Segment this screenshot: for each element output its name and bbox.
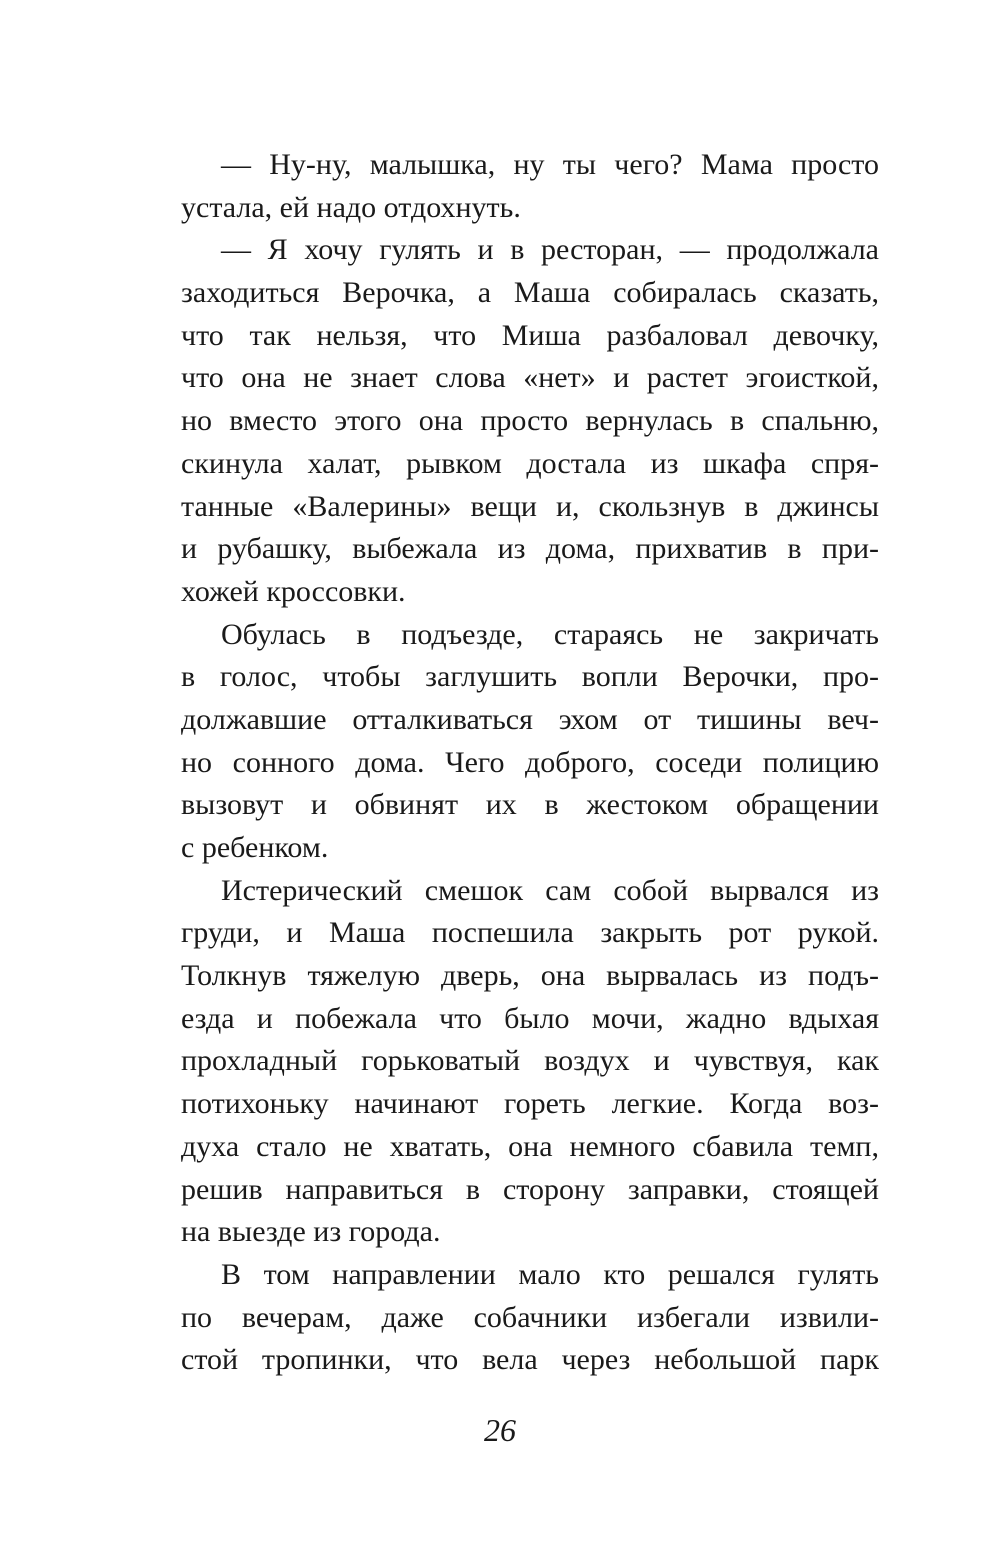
text-line: Обулась в подъезде, стараясь не закричать: [221, 617, 879, 651]
body-text: [181, 144, 879, 1382]
text-line: на выезде из города.: [181, 1215, 441, 1249]
text-line: решив направиться в сторону заправки, стоящей: [181, 1172, 879, 1206]
text-line: груди, и Маша поспешила закрыть рот рукой.: [181, 916, 879, 950]
text-line: что она не знает слова «нет» и растет эгоисткой,: [181, 361, 879, 395]
text-line: Толкнув тяжелую дверь, она вырвалась из подъ-: [181, 959, 879, 993]
text-line: потихоньку начинают гореть легкие. Когда воз-: [181, 1087, 879, 1121]
text-line: прохладный горьковатый воздух и чувствуя, как: [181, 1044, 879, 1078]
text-line: что так нельзя, что Миша разбаловал девочку,: [181, 318, 879, 352]
text-line: — Ну-ну, малышка, ну ты чего? Мама просто: [221, 148, 879, 181]
text-line: езда и побежала что было мочи, жадно вдыхая: [181, 1001, 879, 1035]
text-line: но вместо этого она просто вернулась в спальню,: [181, 404, 879, 438]
text-line: танные «Валерины» вещи и, скользнув в джинсы: [181, 489, 879, 523]
text-line: стой тропинки, что вела через небольшой парк: [181, 1343, 879, 1377]
text-line: в голос, чтобы заглушить вопли Верочки, про-: [181, 660, 879, 694]
text-line: вызовут и обвинят их в жестоком обращении: [181, 788, 879, 822]
text-line: должавшие отталкиваться эхом от тишины веч-: [181, 702, 879, 736]
text-line: Истерический смешок сам собой вырвался из: [221, 873, 879, 907]
text-line: — Я хочу гулять и в ресторан, — продолжала: [221, 233, 879, 267]
text-line: скинула халат, рывком достала из шкафа спря-: [181, 446, 879, 480]
text-line: заходиться Верочка, а Маша собиралась сказать,: [181, 276, 879, 310]
text-line: духа стало не хватать, она немного сбавила темп,: [181, 1129, 879, 1163]
text-line: но сонного дома. Чего доброго, соседи полицию: [181, 745, 879, 779]
text-line: с ребенком.: [181, 831, 329, 864]
text-line: В том направлении мало кто решался гулять: [221, 1257, 879, 1291]
text-line: по вечерам, даже собачники избегали извили-: [181, 1300, 879, 1334]
text-line: устала, ей надо отдохнуть.: [181, 190, 521, 224]
page-number: 26: [484, 1412, 516, 1448]
text-line: и рубашку, выбежала из дома, прихватив в при-: [181, 532, 879, 566]
text-line: хожей кроссовки.: [181, 574, 406, 608]
